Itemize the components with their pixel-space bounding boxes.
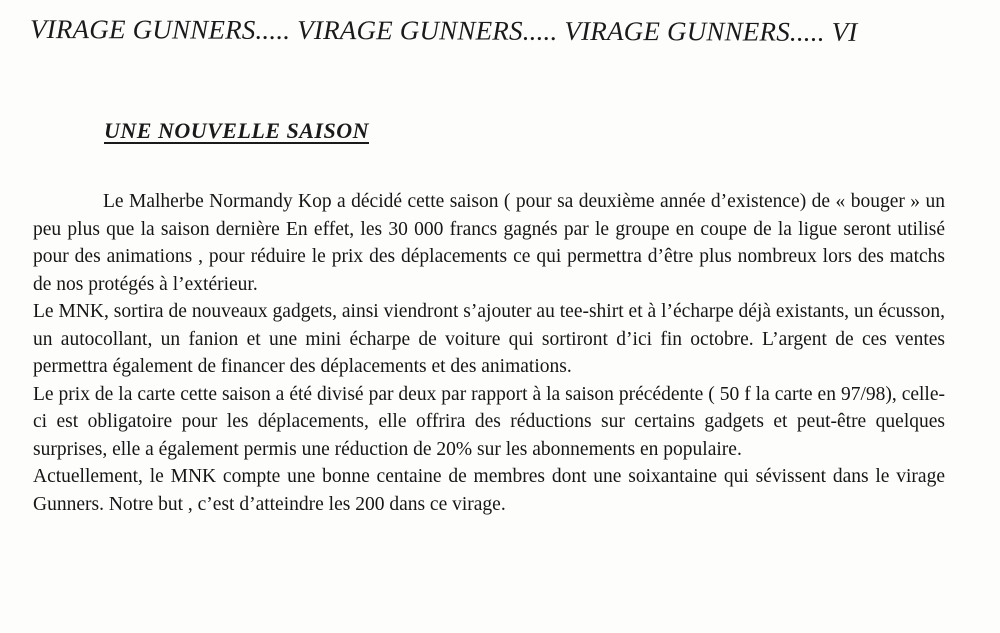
- paragraph-intro: Le Malherbe Normandy Kop a décidé cette saison ( pour sa deuxième année d’existence) de « bouger » un peu plus que la saison dernière En effet, les 30 000 francs gagnés par le groupe en coupe de la ligue seront utilisé pour des animations , pour réduire le prix des déplacements ce qui permettra d’être plus nombreux lors des matchs de nos protégés à l’extérieur.: [33, 191, 945, 295]
- paragraph-gadgets: Le MNK, sortira de nouveaux gadgets, ainsi viendront s’ajouter au tee-shirt et à l’écharpe déjà existants, un écusson, un autocollant, un fanion et une mini écharpe de voiture qui sortiront d’ici fin octobre. L’argent de ces ventes permettra également de financer des déplacements et des animations.: [33, 301, 945, 377]
- article-body: [33, 188, 945, 518]
- paragraph-members: Actuellement, le MNK compte une bonne centaine de membres dont une soixantaine qui sévissent dans le virage Gunners. Notre but , c’est d’atteindre les 200 dans ce virage.: [33, 466, 945, 515]
- article-title: UNE NOUVELLE SAISON: [104, 118, 369, 143]
- running-header: VIRAGE GUNNERS..... VIRAGE GUNNERS..... VIRAGE GUNNERS..... VI: [29, 14, 858, 47]
- paragraph-membership-card: Le prix de la carte cette saison a été divisé par deux par rapport à la saison précédente ( 50 f la carte en 97/98), celle-ci est obligatoire pour les déplacements, elle offrira des réductions sur certains gadgets et peut-être quelques surprises, elle a également permis une réduction de 20% sur les abonnements en populaire.: [33, 383, 945, 460]
